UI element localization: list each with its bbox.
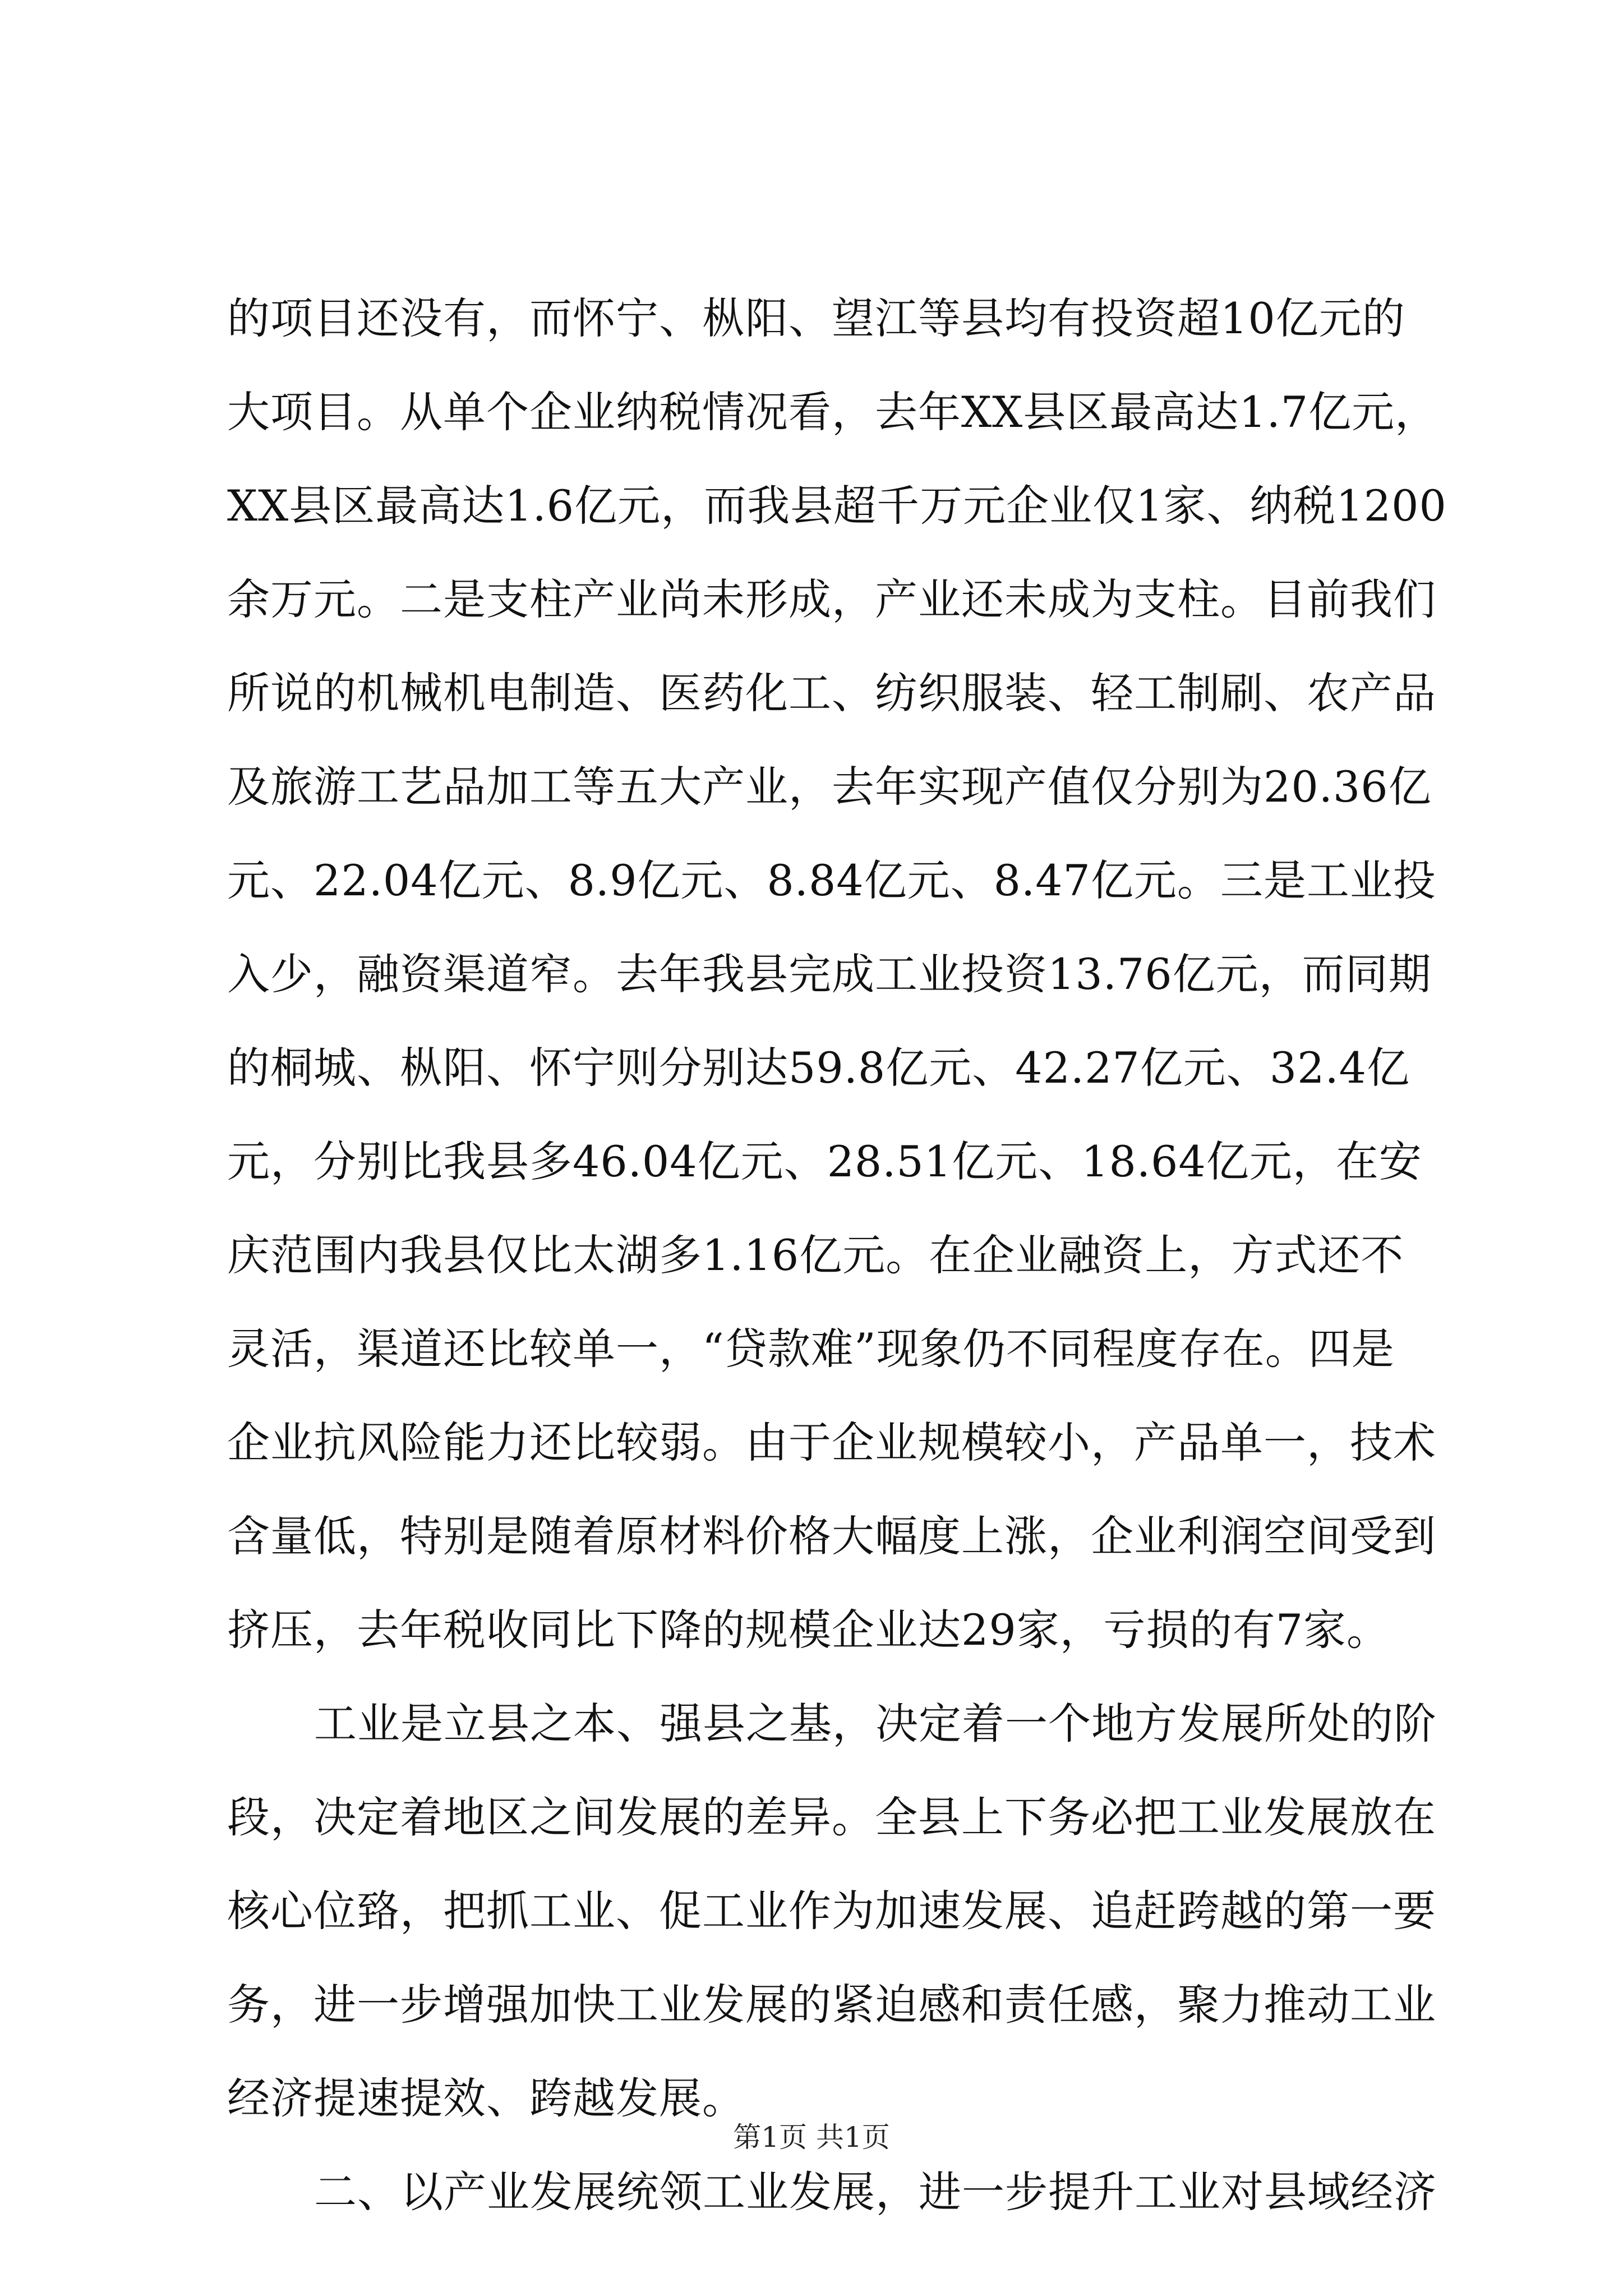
text-line: 所说的机械机电制造、医药化工、纺织服装、轻工制刷、农产品	[227, 668, 1436, 718]
text-line: 大项目。从单个企业纳税情况看，去年XX县区最高达1.7亿元，	[227, 387, 1438, 437]
text-line: 庆范围内我县仅比太湖多1.16亿元。在企业融资上，方式还不	[227, 1230, 1404, 1280]
page-number: 第1页 共1页	[733, 2121, 890, 2154]
text-line: 经济提速提效、跨越发展。	[227, 2073, 745, 2123]
text-line: 灵活，渠道还比较单一，“贷款难”现象仍不同程度存在。四是	[227, 1324, 1395, 1374]
text-line: 及旅游工艺品加工等五大产业，去年实现产值仅分别为20.36亿	[227, 762, 1432, 812]
text-line: XX县区最高达1.6亿元，而我县超千万元企业仅1家、纳税1200	[227, 481, 1447, 531]
text-line: 余万元。二是支柱产业尚未形成，产业还未成为支柱。目前我们	[227, 574, 1436, 624]
text-line: 务，进一步增强加快工业发展的紧迫感和责任感，聚力推动工业	[227, 1980, 1436, 2030]
text-line: 含量低，特别是随着原材料价格大幅度上涨，企业利润空间受到	[227, 1511, 1436, 1561]
text-line: 的桐城、枞阳、怀宁则分别达59.8亿元、42.27亿元、32.4亿	[227, 1043, 1410, 1093]
text-line: 挤压，去年税收同比下降的规模企业达29家，亏损的有7家。	[227, 1605, 1390, 1655]
body-text	[227, 293, 1447, 2265]
text-line: 的项目还没有，而怀宁、枞阳、望江等县均有投资超10亿元的	[227, 293, 1405, 343]
text-line: 元、22.04亿元、8.9亿元、8.84亿元、8.47亿元。三是工业投	[227, 855, 1436, 905]
page-footer	[0, 2120, 1623, 2154]
paragraph-first-line: 工业是立县之本、强县之基，决定着一个地方发展所处的阶	[314, 1699, 1437, 1749]
text-line: 入少，融资渠道窄。去年我县完成工业投资13.76亿元，而同期	[227, 949, 1432, 999]
section-heading: 二、以产业发展统领工业发展，进一步提升工业对县域经济	[314, 2167, 1437, 2217]
text-line: 元，分别比我县多46.04亿元、28.51亿元、18.64亿元，在安	[227, 1137, 1422, 1186]
text-line: 核心位臵，把抓工业、促工业作为加速发展、追赶跨越的第一要	[227, 1886, 1436, 1936]
text-line: 企业抗风险能力还比较弱。由于企业规模较小，产品单一，技术	[227, 1418, 1436, 1467]
text-line: 段，决定着地区之间发展的差异。全县上下务必把工业发展放在	[227, 1792, 1436, 1842]
